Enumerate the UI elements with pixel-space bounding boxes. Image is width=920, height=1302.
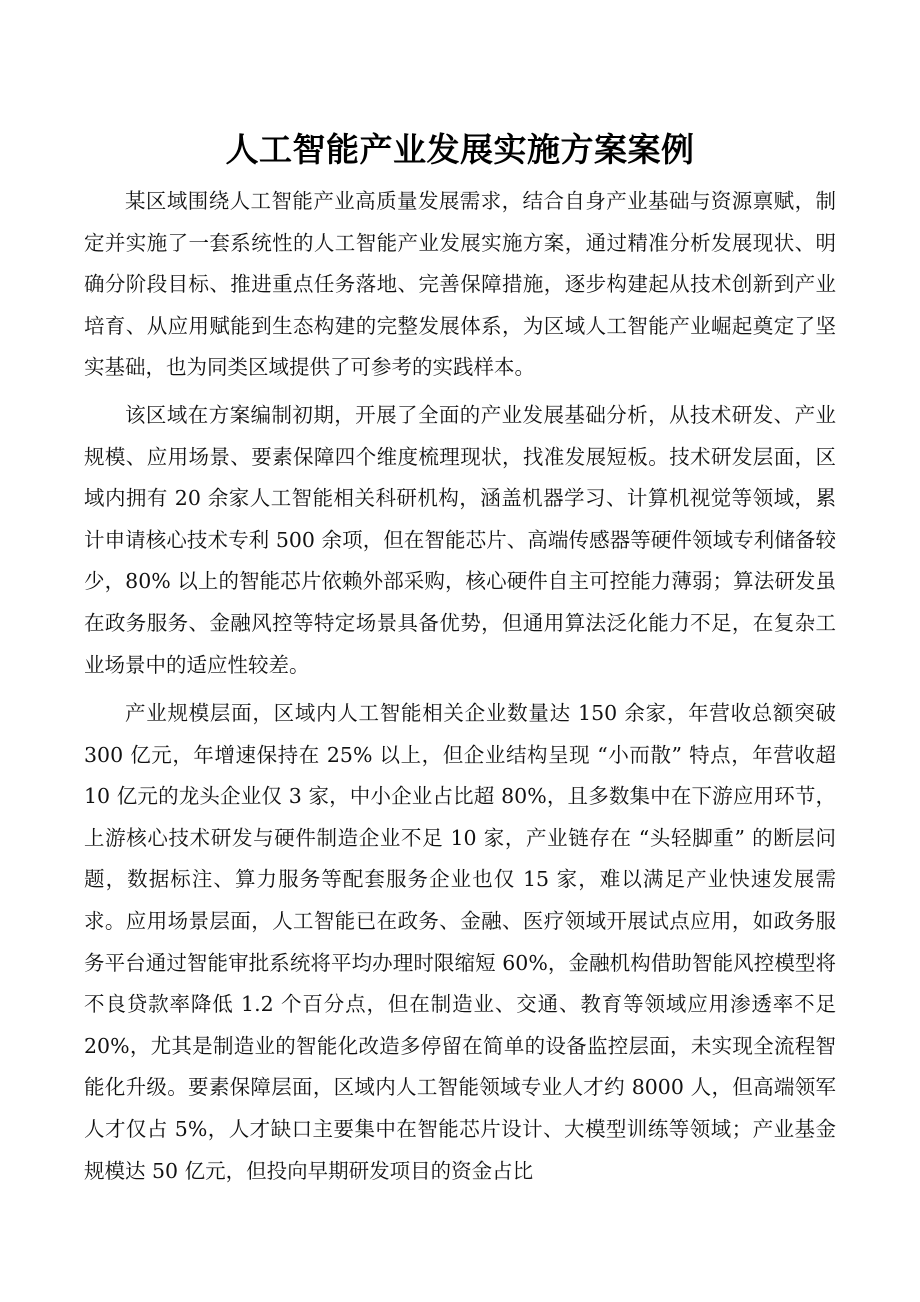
- paragraph-block-1: [84, 181, 836, 389]
- paragraph-industry-scale: 产业规模层面，区域内人工智能相关企业数量达 150 余家，年营收总额突破 300 亿元，年增速保持在 25% 以上，但企业结构呈现 “小而散” 特点，年营收超 10 亿元的龙头企业仅 3 家，中小企业占比超 80%，且多数集中在下游应用环节，上游核心技术研发与硬件制造企业不足 10 家，产业链存在 “头轻脚重” 的断层问题，数据标注、算力服务等配套服务企业也仅 15 家，难以满足产业快速发展需求。应用场景层面，人工智能已在政务、金融、医疗领域开展试点应用，如政务服务平台通过智能审批系统将平均办理时限缩短 60%，金融机构借助智能风控模型将不良贷款率降低 1.2 个百分点，但在制造业、交通、教育等领域应用渗透率不足 20%，尤其是制造业的智能化改造多停留在简单的设备监控层面，未实现全流程智能化升级。要素保障层面，区域内人工智能领域专业人才约 8000 人，但高端领军人才仅占 5%，人才缺口主要集中在智能芯片设计、大模型训练等领域；产业基金规模达 50 亿元，但投向早期研发项目的资金占比: [84, 701, 837, 1183]
- paragraph-block-2: [84, 395, 836, 686]
- paragraph-tech-foundation: 该区域在方案编制初期，开展了全面的产业发展基础分析，从技术研发、产业规模、应用场景、要素保障四个维度梳理现状，找准发展短板。技术研发层面，区域内拥有 20 余家人工智能相关科研机构，涵盖机器学习、计算机视觉等领域，累计申请核心技术专利 500 余项，但在智能芯片、高端传感器等硬件领域专利储备较少，80% 以上的智能芯片依赖外部采购，核心硬件自主可控能力薄弱；算法研发虽在政务服务、金融风控等特定场景具备优势，但通用算法泛化能力不足，在复杂工业场景中的适应性较差。: [84, 403, 836, 677]
- document-title: 人工智能产业发展实施方案案例: [225, 130, 695, 169]
- paragraph-intro: 某区域围绕人工智能产业高质量发展需求，结合自身产业基础与资源禀赋，制定并实施了一套系统性的人工智能产业发展实施方案，通过精准分析发展现状、明确分阶段目标、推进重点任务落地、完善保障措施，逐步构建起从技术创新到产业培育、从应用赋能到生态构建的完整发展体系，为区域人工智能产业崛起奠定了坚实基础，也为同类区域提供了可参考的实践样本。: [84, 189, 836, 380]
- paragraph-block-3: [84, 693, 836, 1192]
